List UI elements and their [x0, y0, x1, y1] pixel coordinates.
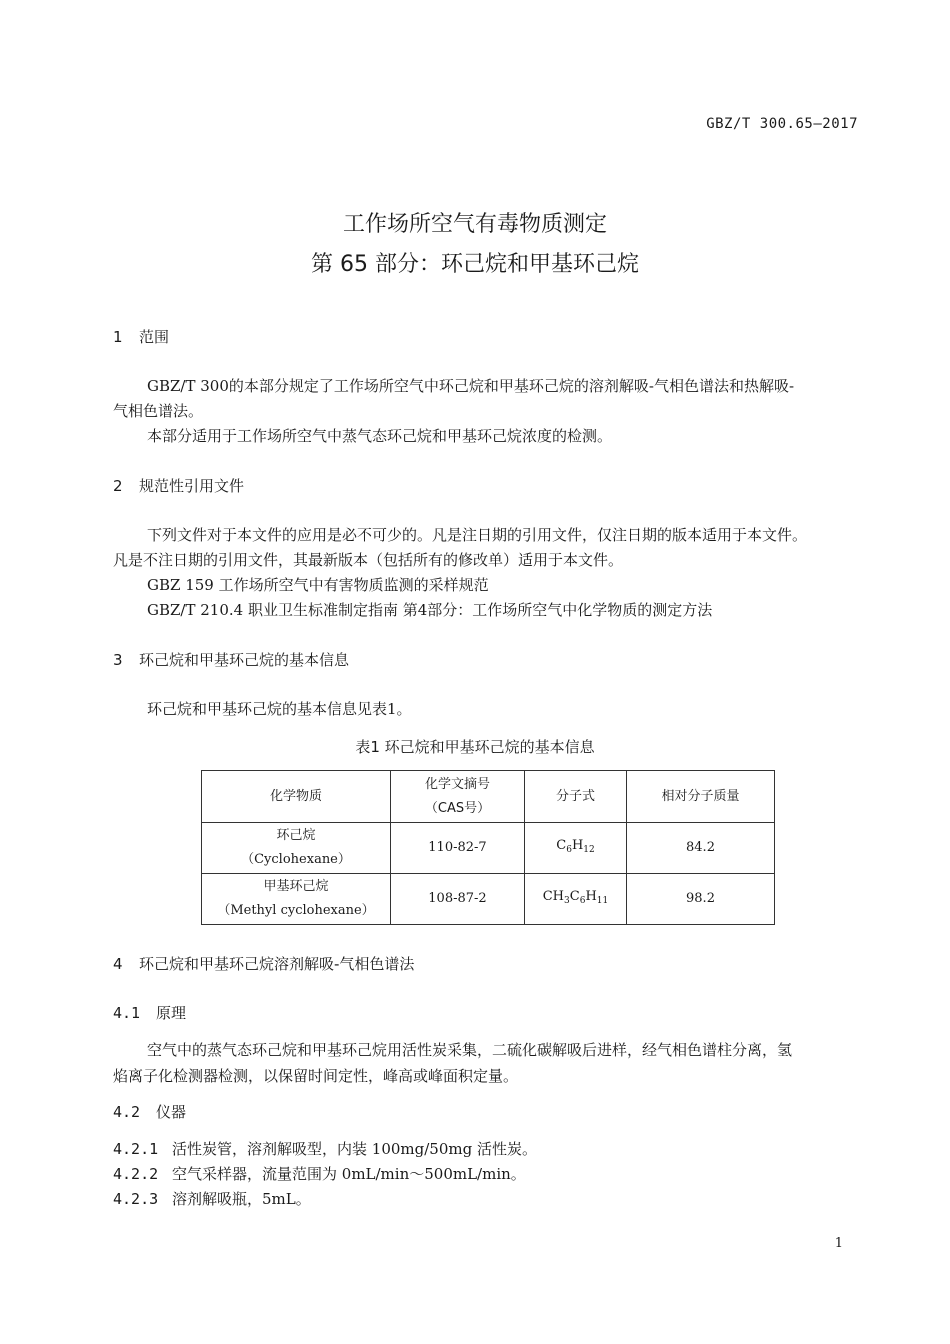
section-1-heading [113, 326, 169, 347]
standard-code: GBZ/T 300.65—2017 [706, 116, 858, 132]
formula-subscript: 11 [596, 896, 609, 906]
cell-formula [525, 823, 627, 874]
formula-subscript: 12 [583, 845, 595, 855]
item-number: 4.2.1 [113, 1140, 159, 1158]
paragraph: 环己烷和甲基环己烷的基本信息见表1。 [147, 700, 412, 718]
section-4-2-heading [113, 1101, 186, 1122]
instrument-item [113, 1163, 526, 1184]
basic-info-table [201, 770, 775, 925]
section-title: 环己烷和甲基环己烷溶剂解吸-气相色谱法 [139, 955, 415, 973]
formula-subscript: 6 [566, 845, 572, 855]
cell-mass: 84.2 [627, 823, 775, 874]
paragraph: 本部分适用于工作场所空气中蒸气态环己烷和甲基环己烷浓度的检测。 [147, 427, 613, 445]
section-title: 规范性引用文件 [139, 477, 245, 495]
item-text: 活性炭管，溶剂解吸型，内装 100mg/50mg 活性炭。 [172, 1140, 537, 1158]
item-text: 溶剂解吸瓶，5mL。 [172, 1190, 311, 1208]
section-title: 范围 [139, 328, 170, 346]
substance-name-cn: 环己烷 [276, 828, 316, 843]
table-header-row [202, 771, 775, 823]
document-title-line1: 工作场所空气有毒物质测定 [342, 212, 607, 237]
cell-cas: 110-82-7 [391, 823, 525, 874]
subsection-number: 4.2 [113, 1103, 141, 1121]
paragraph: 下列文件对于本文件的应用是必不可少的。凡是注日期的引用文件，仅注日期的版本适用于本文件。 [147, 526, 808, 544]
section-number: 4 [113, 955, 123, 973]
section-number: 1 [113, 328, 123, 346]
section-3-heading [113, 649, 349, 670]
formula-part: CH [542, 889, 565, 904]
table-row [202, 874, 775, 925]
cell-substance [202, 874, 391, 925]
formula-part: C [556, 838, 567, 853]
section-title: 环己烷和甲基环己烷的基本信息 [139, 651, 350, 669]
substance-name-cn: 甲基环己烷 [263, 879, 329, 894]
subsection-number: 4.1 [113, 1004, 141, 1022]
reference-item: GBZ 159 工作场所空气中有害物质监测的采样规范 [147, 576, 489, 594]
cell-mass: 98.2 [627, 874, 775, 925]
subsection-title: 仪器 [156, 1103, 187, 1121]
header-cas-line1: 化学文摘号 [424, 776, 490, 792]
substance-name-en: （Cyclohexane） [241, 852, 351, 867]
table-row [202, 823, 775, 874]
formula-part: H [571, 838, 584, 853]
section-number: 3 [113, 651, 123, 669]
reference-item: GBZ/T 210.4 职业卫生标准制定指南 第4部分：工作场所空气中化学物质的测定方法 [147, 601, 713, 619]
paragraph: 焰离子化检测器检测，以保留时间定性，峰高或峰面积定量。 [113, 1067, 519, 1085]
header-substance: 化学物质 [202, 771, 391, 823]
page-number: 1 [834, 1236, 843, 1251]
instrument-item [113, 1138, 537, 1159]
paragraph: GBZ/T 300的本部分规定了工作场所空气中环己烷和甲基环己烷的溶剂解吸-气相色谱法和热解吸- [147, 377, 795, 395]
section-number: 2 [113, 477, 123, 495]
table-caption: 表1 环己烷和甲基环己烷的基本信息 [355, 738, 595, 756]
header-mass: 相对分子质量 [627, 771, 775, 823]
paragraph: 凡是不注日期的引用文件，其最新版本（包括所有的修改单）适用于本文件。 [113, 551, 624, 569]
header-formula: 分子式 [525, 771, 627, 823]
paragraph: 空气中的蒸气态环己烷和甲基环己烷用活性炭采集，二硫化碳解吸后进样，经气相色谱柱分离，氢 [147, 1041, 793, 1059]
document-title-line2: 第 65 部分：环己烷和甲基环己烷 [311, 252, 639, 277]
formula-subscript: 6 [579, 896, 586, 906]
cell-formula [525, 874, 627, 925]
item-number: 4.2.3 [113, 1190, 159, 1208]
section-4-1-heading [113, 1002, 186, 1023]
instrument-item [113, 1188, 311, 1209]
substance-name-en: （Methyl cyclohexane） [217, 903, 375, 918]
section-4-heading [113, 953, 414, 974]
paragraph: 气相色谱法。 [113, 402, 204, 420]
section-2-heading [113, 475, 244, 496]
header-cas-line2: （CAS号） [424, 800, 491, 816]
cell-substance [202, 823, 391, 874]
item-number: 4.2.2 [113, 1165, 159, 1183]
subsection-title: 原理 [156, 1004, 187, 1022]
header-cas [391, 771, 525, 823]
formula-subscript: 3 [564, 896, 570, 906]
item-text: 空气采样器，流量范围为 0mL/min～500mL/min。 [172, 1165, 526, 1183]
formula-part: H [585, 889, 597, 904]
cell-cas: 108-87-2 [391, 874, 525, 925]
formula-part: C [569, 889, 580, 904]
